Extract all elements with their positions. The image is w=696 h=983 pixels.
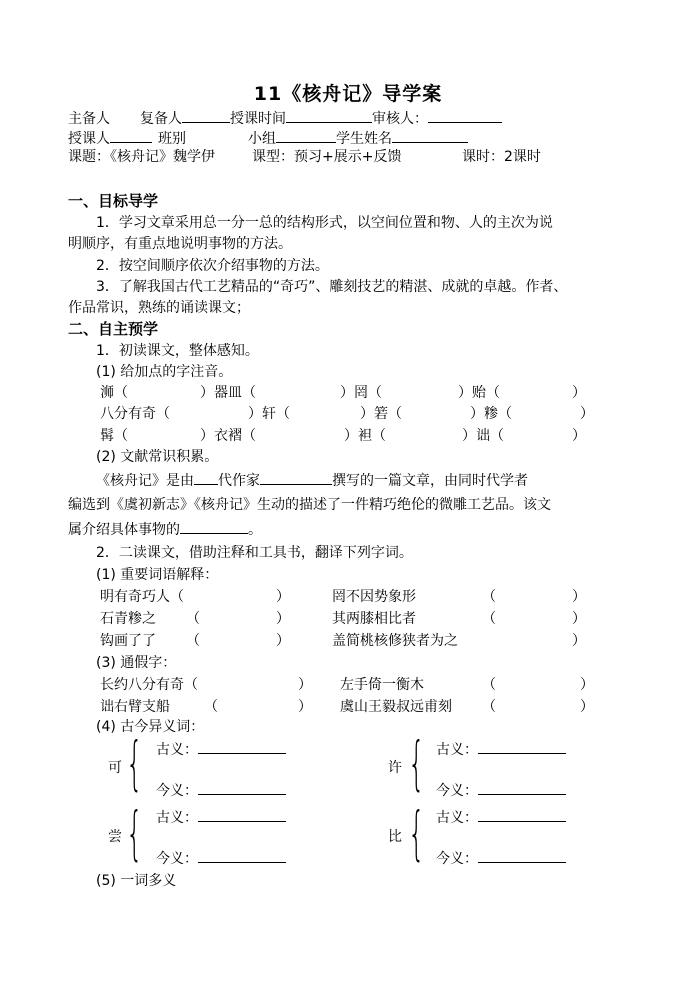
jin-blank[interactable] [478, 780, 566, 795]
section-1-heading: 一、目标导学 [68, 192, 159, 210]
left-brace-icon: { [126, 729, 143, 797]
paren: ） [276, 589, 290, 605]
gujin-gu-line [156, 807, 286, 827]
gu-blank[interactable] [478, 807, 566, 822]
q2-3: (3) 通假字： [96, 655, 177, 671]
paren: （ [482, 677, 496, 693]
q2-1: (1) 重要词语解释： [96, 567, 219, 583]
jin-blank[interactable] [478, 848, 566, 863]
q2: 2．二读课文，借助注释和工具书，翻译下列字词。 [96, 545, 413, 561]
keti-text: 课题：《核舟记》魏学伊 [68, 149, 215, 165]
tongjia-right: 虞山王毅叔远甫刻 [340, 699, 452, 715]
vocab-left: 石青糁之 [100, 611, 156, 627]
pinyin-item: ） [572, 428, 586, 444]
paren: ） [580, 699, 594, 715]
jin-blank[interactable] [198, 848, 286, 863]
info-line-2 [68, 128, 468, 148]
vocab-left: 钩画了了 [100, 633, 156, 649]
banbie-label: 班别 [158, 131, 186, 147]
shenhe-label: 审核人： [372, 111, 428, 127]
paren: ） [572, 611, 586, 627]
vocab-right: 其两膝相比者 [332, 611, 416, 627]
vocab-right: 盖简桃核修狭者为之 [332, 633, 458, 649]
paren: ） [580, 677, 594, 693]
section-2-heading: 二、自主预学 [68, 320, 159, 338]
pinyin-item: ）贻（ [458, 385, 500, 401]
q2-4: (4) 古今异义词： [96, 719, 205, 735]
shouke-ren-blank[interactable] [110, 128, 152, 143]
pinyin-item: ） [580, 406, 594, 422]
paren: ） [276, 611, 290, 627]
wenxian-line-b: 编选到《虞初新志》《核舟记》生动的描述了一件精巧绝伦的微雕工艺品。该文 [68, 497, 551, 513]
pinyin-item: ）器皿（ [200, 385, 256, 401]
jin-blank[interactable] [198, 780, 286, 795]
vocab-left: 明有奇巧人（ [100, 589, 184, 605]
keshi-text: 课时：2课时 [462, 149, 541, 165]
xiaozu-blank[interactable] [276, 128, 336, 143]
paren: ） [276, 633, 290, 649]
wenxian-text: 属介绍具体事物的 [68, 522, 180, 538]
q1-1: (1) 给加点的字注音。 [96, 364, 233, 380]
author-blank[interactable] [260, 470, 332, 485]
q1-2: (2) 文献常识积累。 [96, 449, 219, 465]
shouke-time-blank[interactable] [286, 108, 372, 123]
pinyin-item: ）糁（ [470, 406, 512, 422]
tongjia-left: 长约八分有奇（ [100, 677, 198, 693]
shouke-ren-label: 授课人 [68, 131, 110, 147]
pinyin-item: ） [572, 385, 586, 401]
jin-label: 今义： [156, 851, 198, 867]
pinyin-item: ）袒（ [344, 428, 386, 444]
pinyin-item: 八分有奇（ [100, 406, 170, 422]
info-line-1 [68, 108, 502, 128]
gu-label: 古义： [156, 742, 198, 758]
wenxian-line-c [68, 519, 262, 539]
wenxian-text: 撰写的一篇文章，由同时代学者 [332, 473, 528, 489]
paren: （ [186, 611, 200, 627]
kexing-text: 课型：预习+展示+反馈 [252, 149, 402, 165]
gujin-gu-line [436, 807, 566, 827]
q2-5: (5) 一词多义 [96, 873, 177, 889]
student-name-label: 学生姓名 [336, 131, 392, 147]
student-name-blank[interactable] [392, 128, 468, 143]
wenxian-text: 代作家 [218, 473, 260, 489]
zhubei-label: 主备人 [68, 111, 110, 127]
genre-blank[interactable] [180, 519, 248, 534]
paren: （ [482, 589, 496, 605]
left-brace-icon: { [126, 799, 143, 867]
paren: （ [204, 699, 218, 715]
goal-1-line-a: 1．学习文章采用总一分一总的结构形式，以空间位置和物、人的主次为说 [96, 215, 553, 231]
q1: 1．初读课文，整体感知。 [96, 343, 259, 359]
jin-label: 今义： [436, 783, 478, 799]
banbie-blank[interactable] [186, 129, 248, 143]
gujin-jin-line [156, 848, 286, 868]
paren: ） [298, 677, 312, 693]
vocab-right: 罔不因势象形 [332, 589, 416, 605]
gujin-gu-line [156, 739, 286, 759]
paren: （ [186, 633, 200, 649]
wenxian-line-a [96, 470, 528, 490]
gujin-word: 比 [388, 829, 402, 845]
goal-1-line-b: 明顺序，有重点地说明事物的方法。 [68, 236, 292, 252]
pinyin-item: ）轩（ [248, 406, 290, 422]
tongjia-left: 诎右臂支船 [100, 699, 170, 715]
paren: ） [572, 589, 586, 605]
pinyin-item: ）箬（ [360, 406, 402, 422]
fubei-blank[interactable] [182, 108, 230, 123]
gujin-jin-line [156, 780, 286, 800]
gujin-word: 可 [108, 760, 122, 776]
goal-3-line-b: 作品常识，熟练的诵读课文； [68, 300, 250, 316]
goal-3-line-a: 3．了解我国古代工艺精品的“奇巧”、雕刻技艺的精湛、成就的卓越。作者、 [96, 279, 568, 295]
left-brace-icon: { [408, 729, 425, 797]
xiaozu-label: 小组 [248, 131, 276, 147]
paren: ） [572, 633, 586, 649]
gu-blank[interactable] [198, 739, 286, 754]
gu-blank[interactable] [478, 739, 566, 754]
left-brace-icon: { [408, 799, 425, 867]
shenhe-blank[interactable] [428, 108, 502, 123]
shouke-time-label: 授课时间 [230, 111, 286, 127]
pinyin-item: ）诎（ [462, 428, 504, 444]
pinyin-item: ）衣褶（ [200, 428, 256, 444]
gujin-gu-line [436, 739, 566, 759]
wenxian-text: 。 [248, 522, 262, 538]
pinyin-item: 浉（ [100, 385, 128, 401]
gu-blank[interactable] [198, 807, 286, 822]
gujin-jin-line [436, 780, 566, 800]
wenxian-text: 《核舟记》是由 [96, 473, 194, 489]
paren: （ [482, 699, 496, 715]
paren: （ [482, 611, 496, 627]
goal-2: 2．按空间顺序依次介绍事物的方法。 [96, 258, 329, 274]
gu-label: 古义： [436, 742, 478, 758]
gujin-jin-line [436, 848, 566, 868]
page-title: 11《核舟记》导学案 [253, 83, 443, 105]
fubei-label: 复备人 [140, 111, 182, 127]
gu-label: 古义： [436, 810, 478, 826]
gu-label: 古义： [156, 810, 198, 826]
paren: ） [298, 699, 312, 715]
tongjia-right: 左手倚一衡木 [340, 677, 424, 693]
gujin-word: 尝 [108, 829, 122, 845]
dynasty-blank[interactable] [194, 470, 218, 485]
pinyin-item: ）罔（ [340, 385, 382, 401]
gujin-word: 许 [388, 760, 402, 776]
jin-label: 今义： [156, 783, 198, 799]
pinyin-item: 髯（ [100, 428, 128, 444]
jin-label: 今义： [436, 851, 478, 867]
